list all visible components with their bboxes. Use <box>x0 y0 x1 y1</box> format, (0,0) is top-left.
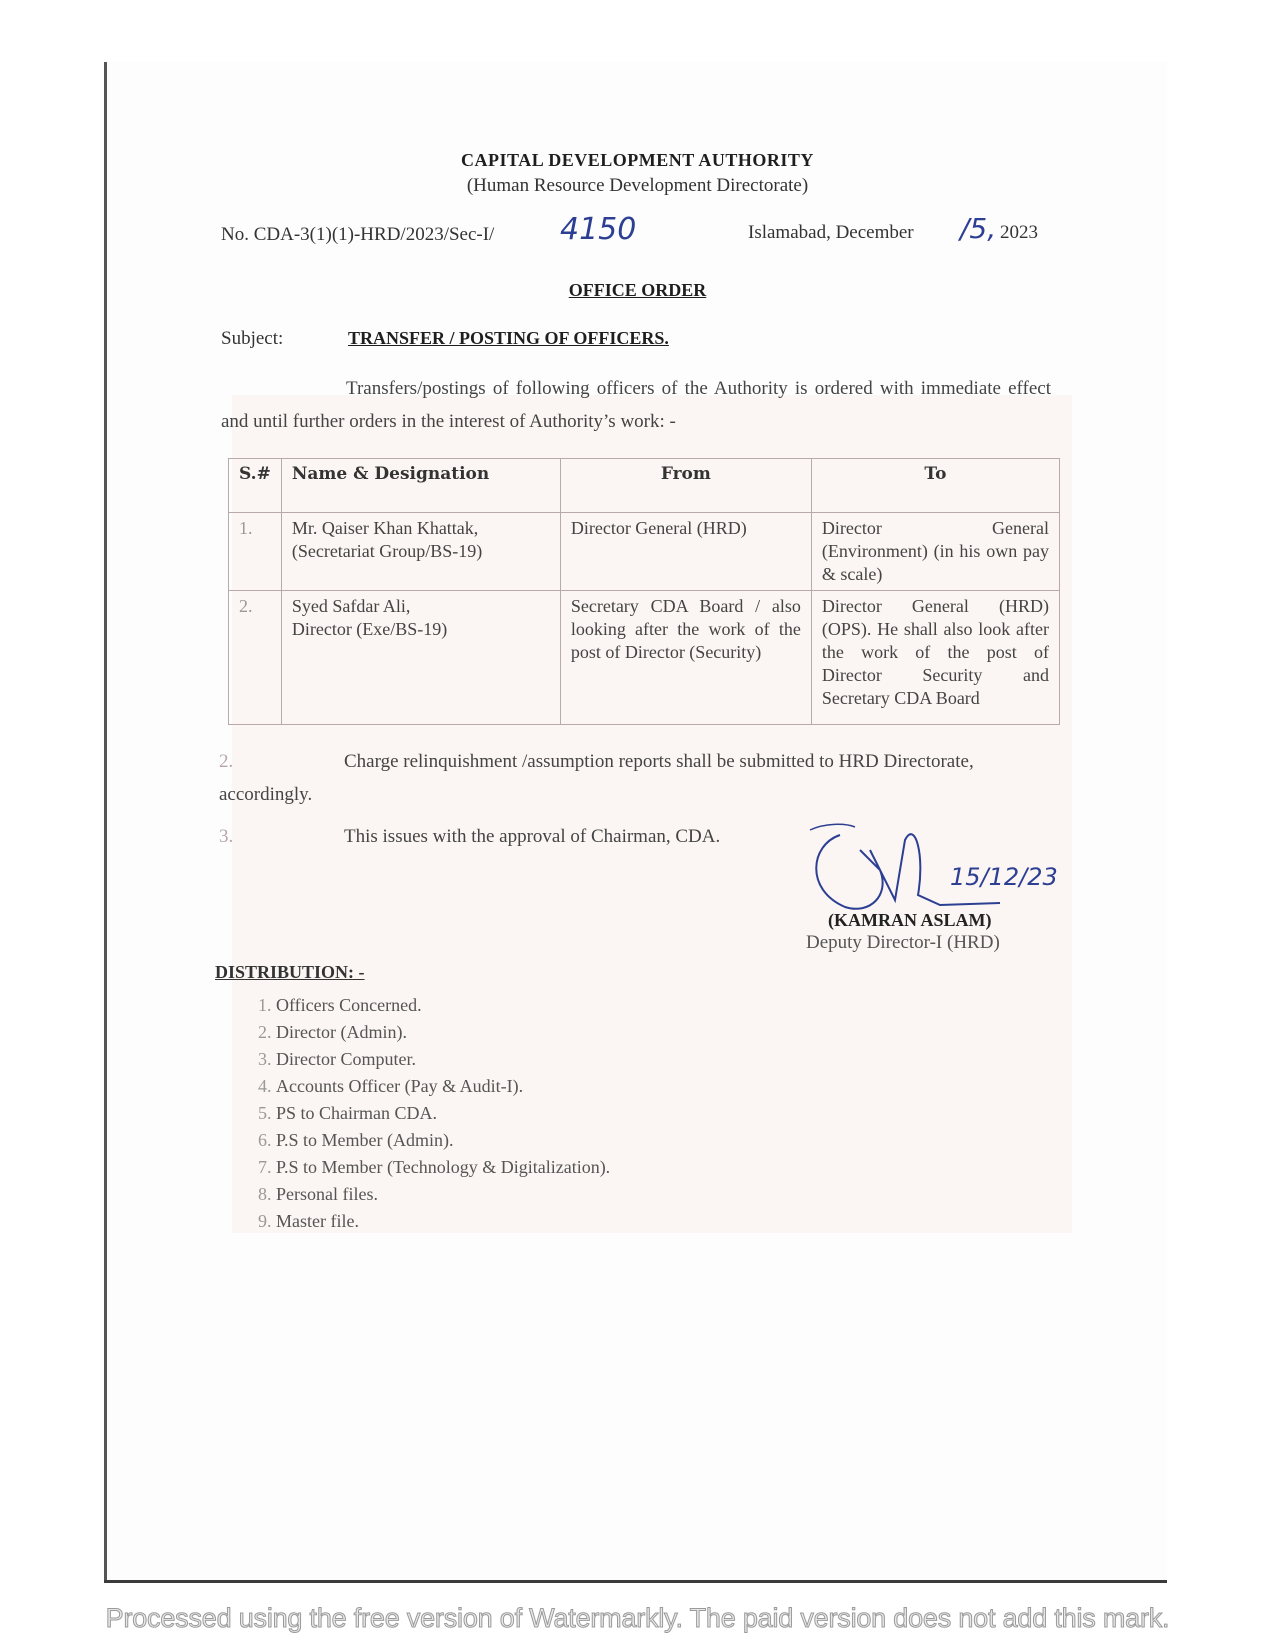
list-item: 5. PS to Chairman CDA. <box>276 1100 610 1127</box>
subject-label: Subject: <box>221 328 284 349</box>
handwritten-signature <box>800 815 1060 915</box>
table-row <box>229 513 1060 591</box>
list-item: 4. Accounts Officer (Pay & Audit-I). <box>276 1073 610 1100</box>
list-item: 9. Master file. <box>276 1208 610 1235</box>
column-header-serial: S.# <box>229 459 282 513</box>
list-item: 7. P.S to Member (Technology & Digitalization). <box>276 1154 610 1181</box>
watermark-text: Processed using the free version of Watermarkly. The paid version does not add this mark. <box>105 1603 1170 1633</box>
column-header-to: To <box>811 459 1059 513</box>
distribution-heading: DISTRIBUTION: - <box>215 962 365 982</box>
organization-title: CAPITAL DEVELOPMENT AUTHORITY <box>461 150 814 170</box>
to-cell: Director General (HRD) (OPS). He shall also look after the work of the post of Director Security and Secretary CDA Board <box>811 591 1059 725</box>
table-header-row <box>229 459 1060 513</box>
list-item: 3. Director Computer. <box>276 1046 610 1073</box>
handwritten-reference-number: 4150 <box>560 212 637 247</box>
from-cell: Director General (HRD) <box>560 513 811 591</box>
office-order-title: OFFICE ORDER <box>568 280 707 300</box>
handwritten-day: /5, <box>960 212 997 245</box>
list-item: 6. P.S to Member (Admin). <box>276 1127 610 1154</box>
subject-text: TRANSFER / POSTING OF OFFICERS. <box>348 328 669 348</box>
place-and-month: Islamabad, December <box>748 222 914 243</box>
list-item: 2. Director (Admin). <box>276 1019 610 1046</box>
list-item: 8. Personal files. <box>276 1181 610 1208</box>
signature-date: 15/12/23 <box>950 863 1058 891</box>
officer-name: Syed Safdar Ali, <box>291 596 411 616</box>
paragraph-3 <box>219 826 720 848</box>
paragraph-2-number: 2. <box>219 751 234 772</box>
signatory-name: (KAMRAN ASLAM) <box>828 910 992 930</box>
paragraph-2-text: Charge relinquishment /assumption reports shall be submitted to HRD Directorate, accordingly. <box>219 751 974 805</box>
paragraph-3-number: 3. <box>219 826 234 847</box>
directorate-subtitle: (Human Resource Development Directorate) <box>466 175 809 196</box>
officer-designation: Director (Exe/BS-19) <box>291 619 448 639</box>
table-row <box>229 591 1060 725</box>
officer-designation: (Secretariat Group/BS-19) <box>291 541 483 561</box>
serial-cell: 1. <box>229 513 282 591</box>
signatory-title: Deputy Director-I (HRD) <box>806 932 1000 953</box>
column-header-from: From <box>560 459 811 513</box>
to-cell: Director General (Environment) (in his own pay & scale) <box>811 513 1059 591</box>
column-header-name: Name & Designation <box>281 459 560 513</box>
distribution-list <box>230 992 610 1235</box>
name-cell <box>281 591 560 725</box>
serial-cell: 2. <box>229 591 282 725</box>
year: 2023 <box>1000 222 1038 243</box>
list-item: 1. Officers Concerned. <box>276 992 610 1019</box>
intro-paragraph: Transfers/postings of following officers of the Authority is ordered with immediate effect and until further orders in the interest of Authority’s work: - <box>221 378 1051 432</box>
from-cell: Secretary CDA Board / also looking after the work of the post of Director (Security) <box>560 591 811 725</box>
paragraph-2 <box>219 745 1049 811</box>
reference-number: No. CDA-3(1)(1)-HRD/2023/Sec-I/ <box>221 224 495 245</box>
name-cell <box>281 513 560 591</box>
transfer-table <box>228 458 1060 725</box>
paragraph-3-text: This issues with the approval of Chairman, CDA. <box>344 826 721 847</box>
officer-name: Mr. Qaiser Khan Khattak, <box>291 518 479 538</box>
